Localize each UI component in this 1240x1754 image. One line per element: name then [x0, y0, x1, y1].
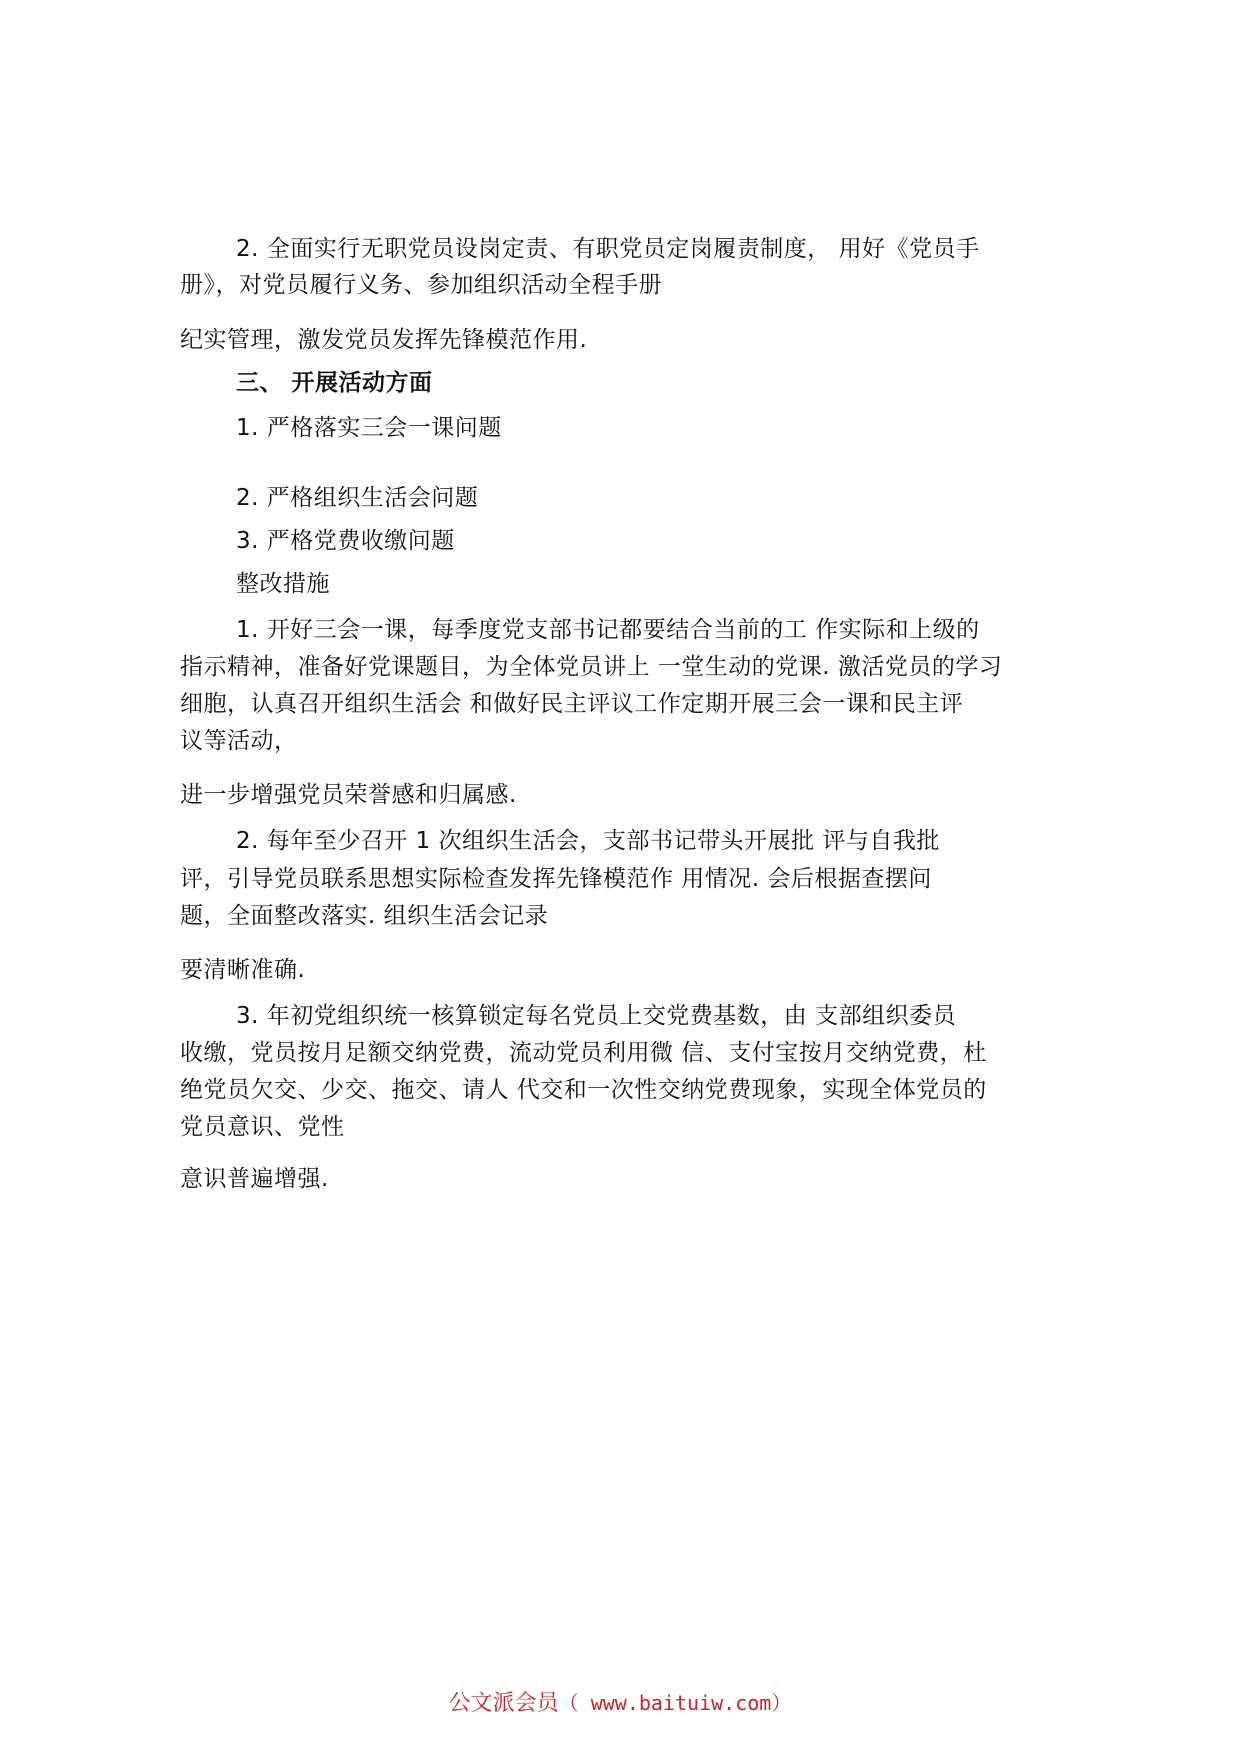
paragraph-line: 2. 全面实行无职党员设岗定责、有职党员定岗履责制度， 用好《党员手 — [236, 236, 980, 262]
footer-site-link[interactable]: （ www.baituiw.com） — [558, 1691, 792, 1715]
paragraph-line: 3. 年初党组织统一核算锁定每名党员上交党费基数，由 支部组织委员 — [236, 1003, 957, 1029]
paragraph-line: 进一步增强党员荣誉感和归属感. — [180, 782, 517, 808]
paragraph-line: 细胞，认真召开组织生活会 和做好民主评议工作定期开展三会一课和民主评 — [180, 691, 964, 717]
paragraph-line: 纪实管理，激发党员发挥先锋模范作用. — [180, 327, 588, 353]
paragraph-line: 指示精神，准备好党课题目，为全体党员讲上 一堂生动的党课. 激活党员的学习 — [180, 654, 1003, 680]
paragraph-line: 评，引导党员联系思想实际检查发挥先锋模范作 用情况. 会后根据查摆问 — [180, 866, 932, 892]
paragraph-line: 1. 开好三会一课，每季度党支部书记都要结合当前的工 作实际和上级的 — [236, 617, 980, 643]
list-item: 2. 严格组织生活会问题 — [236, 485, 479, 511]
paragraph-line: 绝党员欠交、少交、拖交、请人 代交和一次性交纳党费现象，实现全体党员的 — [180, 1077, 987, 1103]
subheading: 整改措施 — [236, 571, 330, 597]
paragraph-line: 册》，对党员履行义务、参加组织活动全程手册 — [180, 272, 662, 298]
footer-brand: 公文派会员 — [448, 1691, 559, 1716]
paragraph-line: 意识普遍增强. — [180, 1166, 329, 1192]
section-heading: 三、 开展活动方面 — [236, 370, 433, 396]
paragraph-line: 要清晰准确. — [180, 957, 306, 983]
paragraph-line: 议等活动， — [180, 728, 298, 754]
paragraph-line: 党员意识、党性 — [180, 1114, 345, 1140]
list-item: 1. 严格落实三会一课问题 — [236, 415, 502, 441]
paragraph-line: 题，全面整改落实. 组织生活会记录 — [180, 903, 549, 929]
footer-watermark — [0, 1688, 1240, 1719]
paragraph-line: 2. 每年至少召开 1 次组织生活会，支部书记带头开展批 评与自我批 — [236, 828, 940, 854]
list-item: 3. 严格党费收缴问题 — [236, 528, 455, 554]
paragraph-line: 收缴，党员按月足额交纳党费，流动党员利用微 信、支付宝按月交纳党费，杜 — [180, 1040, 987, 1066]
